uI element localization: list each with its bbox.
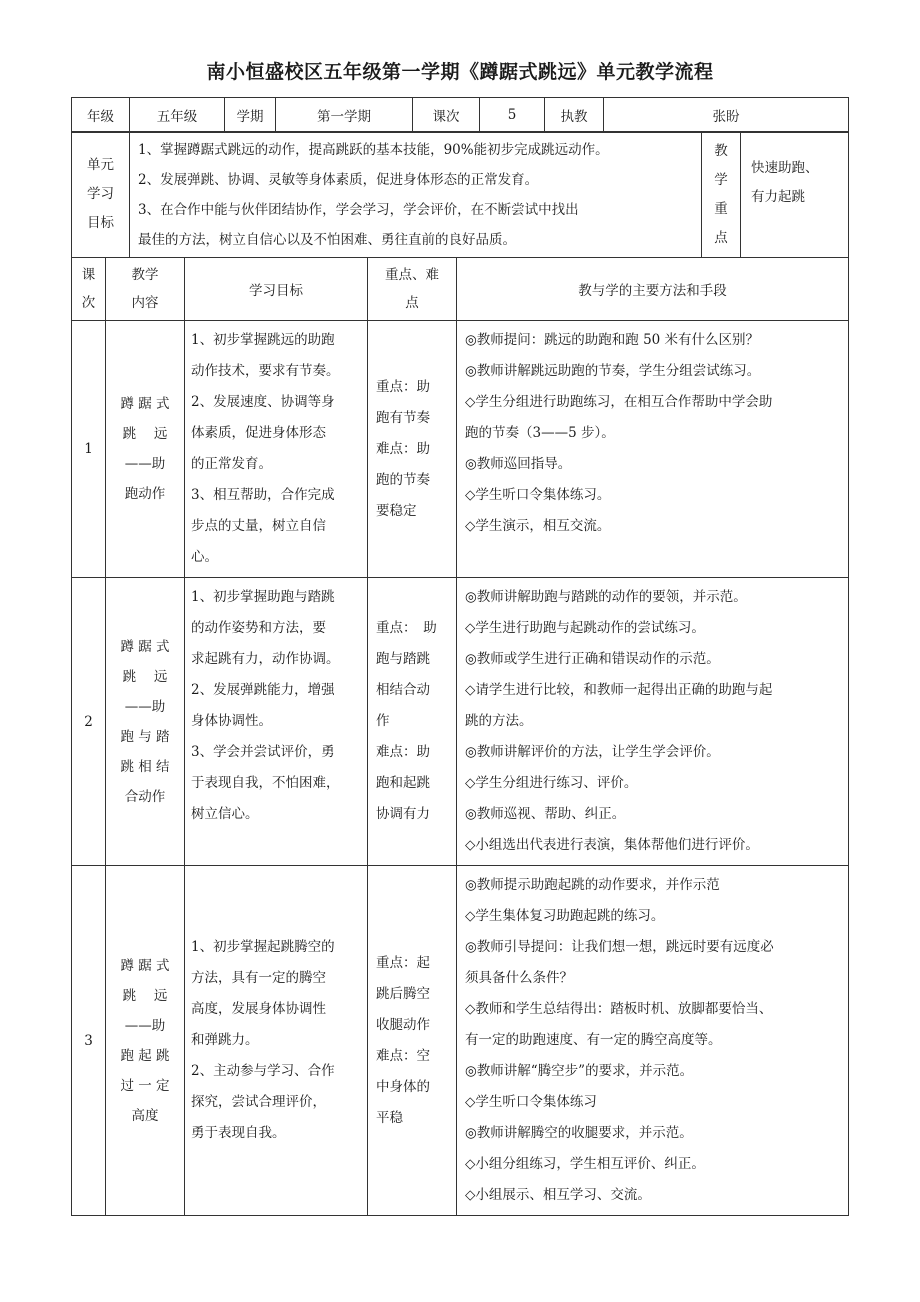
lesson-content: 蹲 踞 式 跳 远 ——助 跑 起 跳 过 一 定 高度 (106, 866, 185, 1216)
unit-goal-label: 单元 学习 目标 (72, 132, 130, 258)
lesson-key-points: 重点： 助 跑与踏跳 相结合动 作 难点：助 跑和起跳 协调有力 (368, 578, 457, 866)
focus-content: 快速助跑、 有力起跳 (741, 132, 849, 258)
term-label: 学期 (225, 98, 276, 133)
teacher-value: 张盼 (604, 98, 849, 133)
lesson-goals: 1、初步掌握起跳腾空的 方法，具有一定的腾空 高度，发展身体协调性 和弹跳力。 2、主动参与学习、合作 探究，尝试合理评价， 勇于表现自我。 (185, 866, 368, 1216)
lesson-content: 蹲 踞 式 跳 远 ——助 跑动作 (106, 321, 185, 578)
col-key: 重点、难 点 (368, 258, 457, 321)
unit-goal-line: 最佳的方法，树立自信心以及不怕困难、勇往直前的良好品质。 (138, 231, 516, 248)
unit-goal-line: 3、在合作中能与伙伴团结协作，学会学习，学会评价，在不断尝试中找出 (138, 201, 579, 218)
col-goal: 学习目标 (185, 258, 368, 321)
teacher-label: 执教 (545, 98, 604, 133)
lesson-row (72, 578, 849, 866)
lessons-table (71, 257, 849, 1216)
lessons-value: 5 (480, 98, 545, 133)
lesson-number: 1 (72, 321, 106, 578)
unit-goals-table (71, 131, 849, 258)
lesson-methods: ◎教师提示助跑起跳的动作要求，并作示范 ◇学生集体复习助跑起跳的练习。 ◎教师引导提问：让我们想一想，跳远时要有远度必 须具备什么条件？ ◇教师和学生总结得出：踏板时机、放脚都要恰当、 有一定的助跑速度、有一定的腾空高度等。 ◎教师讲解“腾空步”的要求，并示范。 ◇学生听口令集体练习 ◎教师讲解腾空的收腿要求，并示范。 ◇小组分组练习，学生相互评价、纠正。 ◇小组展示、相互学习、交流。 (457, 866, 849, 1216)
lesson-row (72, 321, 849, 578)
info-table (71, 97, 849, 133)
col-content: 教学 内容 (106, 258, 185, 321)
unit-goal-line: 2、发展弹跳、协调、灵敏等身体素质，促进身体形态的正常发育。 (138, 171, 539, 188)
lessons-label: 课次 (413, 98, 480, 133)
lesson-number: 3 (72, 866, 106, 1216)
focus-label: 教 学 重 点 (702, 132, 741, 258)
lesson-content: 蹲 踞 式 跳 远 ——助 跑 与 踏 跳 相 结 合动作 (106, 578, 185, 866)
lesson-key-points: 重点：起 跳后腾空 收腿动作 难点：空 中身体的 平稳 (368, 866, 457, 1216)
column-header-row (72, 258, 849, 321)
lesson-methods: ◎教师提问：跳远的助跑和跑 50 米有什么区别？ ◎教师讲解跳远助跑的节奏，学生分组尝试练习。 ◇学生分组进行助跑练习，在相互合作帮助中学会助 跑的节奏（3——5 步）。 ◎教师巡回指导。 ◇学生听口令集体练习。 ◇学生演示，相互交流。 (457, 321, 849, 578)
page-title: 南小恒盛校区五年级第一学期《蹲踞式跳远》单元教学流程 (206, 61, 714, 83)
grade-value: 五年级 (130, 98, 225, 133)
lesson-goals: 1、初步掌握助跑与踏跳 的动作姿势和方法，要 求起跳有力，动作协调。 2、发展弹跳能力，增强 身体协调性。 3、学会并尝试评价，勇 于表现自我，不怕困难， 树立信心。 (185, 578, 368, 866)
lesson-methods: ◎教师讲解助跑与踏跳的动作的要领，并示范。 ◇学生进行助跑与起跳动作的尝试练习。 ◎教师或学生进行正确和错误动作的示范。 ◇请学生进行比较，和教师一起得出正确的助跑与起 跳的方法。 ◎教师讲解评价的方法，让学生学会评价。 ◇学生分组进行练习、评价。 ◎教师巡视、帮助、纠正。 ◇小组选出代表进行表演，集体帮他们进行评价。 (457, 578, 849, 866)
unit-goal-line: 1、掌握蹲踞式跳远的动作，提高跳跃的基本技能，90%能初步完成跳远动作。 (138, 141, 609, 158)
lesson-row (72, 866, 849, 1216)
lesson-key-points: 重点：助 跑有节奏 难点：助 跑的节奏 要稳定 (368, 321, 457, 578)
col-methods: 教与学的主要方法和手段 (457, 258, 849, 321)
unit-goals (130, 132, 702, 258)
grade-label: 年级 (72, 98, 130, 133)
lesson-number: 2 (72, 578, 106, 866)
col-lesson: 课 次 (72, 258, 106, 321)
lesson-goals: 1、初步掌握跳远的助跑 动作技术，要求有节奏。 2、发展速度、协调等身 体素质，促进身体形态 的正常发育。 3、相互帮助，合作完成 步点的丈量，树立自信 心。 (185, 321, 368, 578)
term-value: 第一学期 (276, 98, 413, 133)
